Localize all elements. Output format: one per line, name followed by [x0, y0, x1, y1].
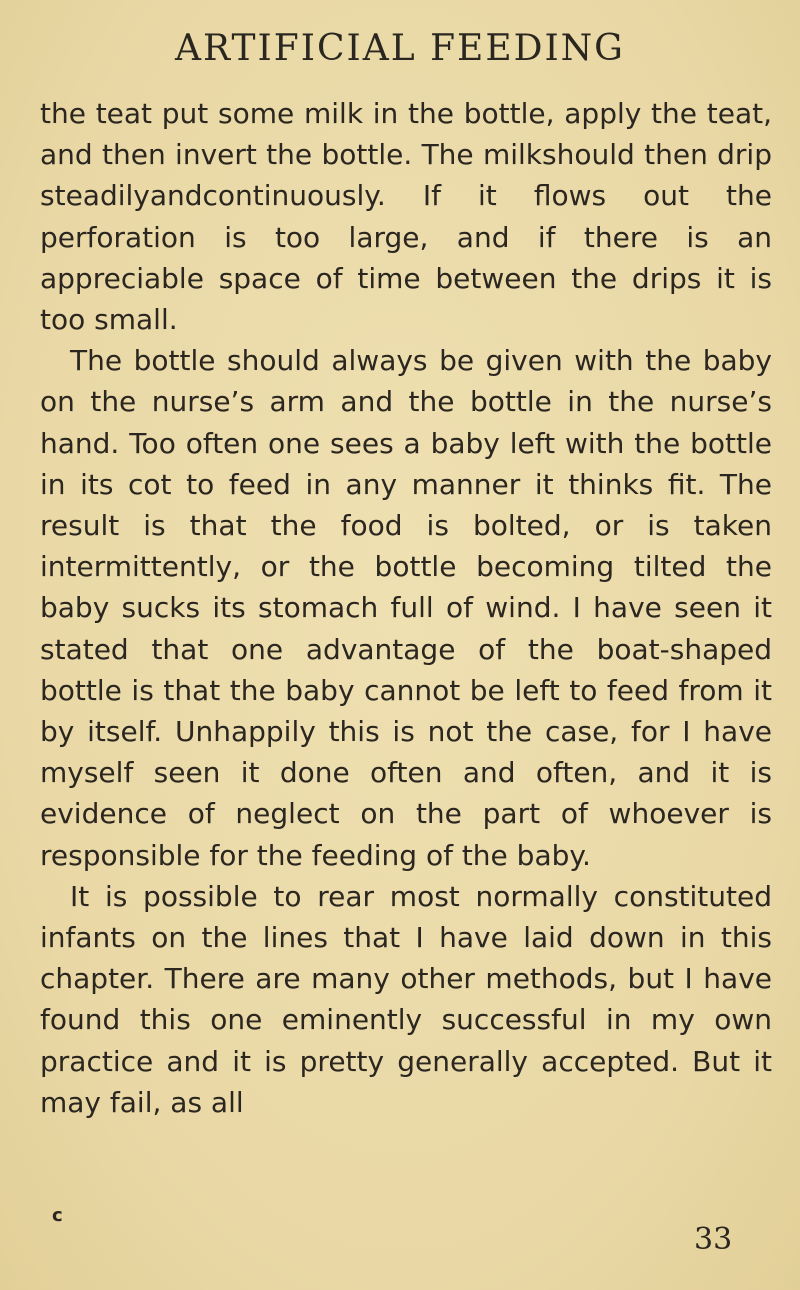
running-head: ARTIFICIAL FEEDING: [175, 28, 625, 69]
paragraph-3: It is possible to rear most normally constituted infants on the lines that I have laid down in this chapter. There are many other methods, but I have found this one eminently successful in my own practice and it is pretty generally accepted. But it may fail, as all: [40, 879, 772, 1119]
signature-mark: c: [52, 1205, 63, 1226]
paragraph-1: the teat put some milk in the bottle, apply the teat, and then invert the bottle. The milkshould then drip steadilyandcontinuously. If it flows out the perforation is too large, and if there is an appreciable space of time between the drips it is too small.: [40, 97, 772, 337]
body-text: [40, 93, 772, 1123]
paragraph-2: The bottle should always be given with the baby on the nurse’s arm and the bottle in the nurse’s hand. Too often one sees a baby left with the bottle in its cot to feed in any manner it thinks fit. The result is that the food is bolted, or is taken intermittently, or the bottle becoming tilted the baby sucks its stomach full of wind. I have seen it stated that one advantage of the boat-shaped bottle is that the baby cannot be left to feed from it by itself. Unhappily this is not the case, for I have myself seen it done often and often, and it is evidence of neglect on the part of whoever is responsible for the feeding of the baby.: [40, 344, 772, 872]
page-number: 33: [694, 1222, 733, 1257]
